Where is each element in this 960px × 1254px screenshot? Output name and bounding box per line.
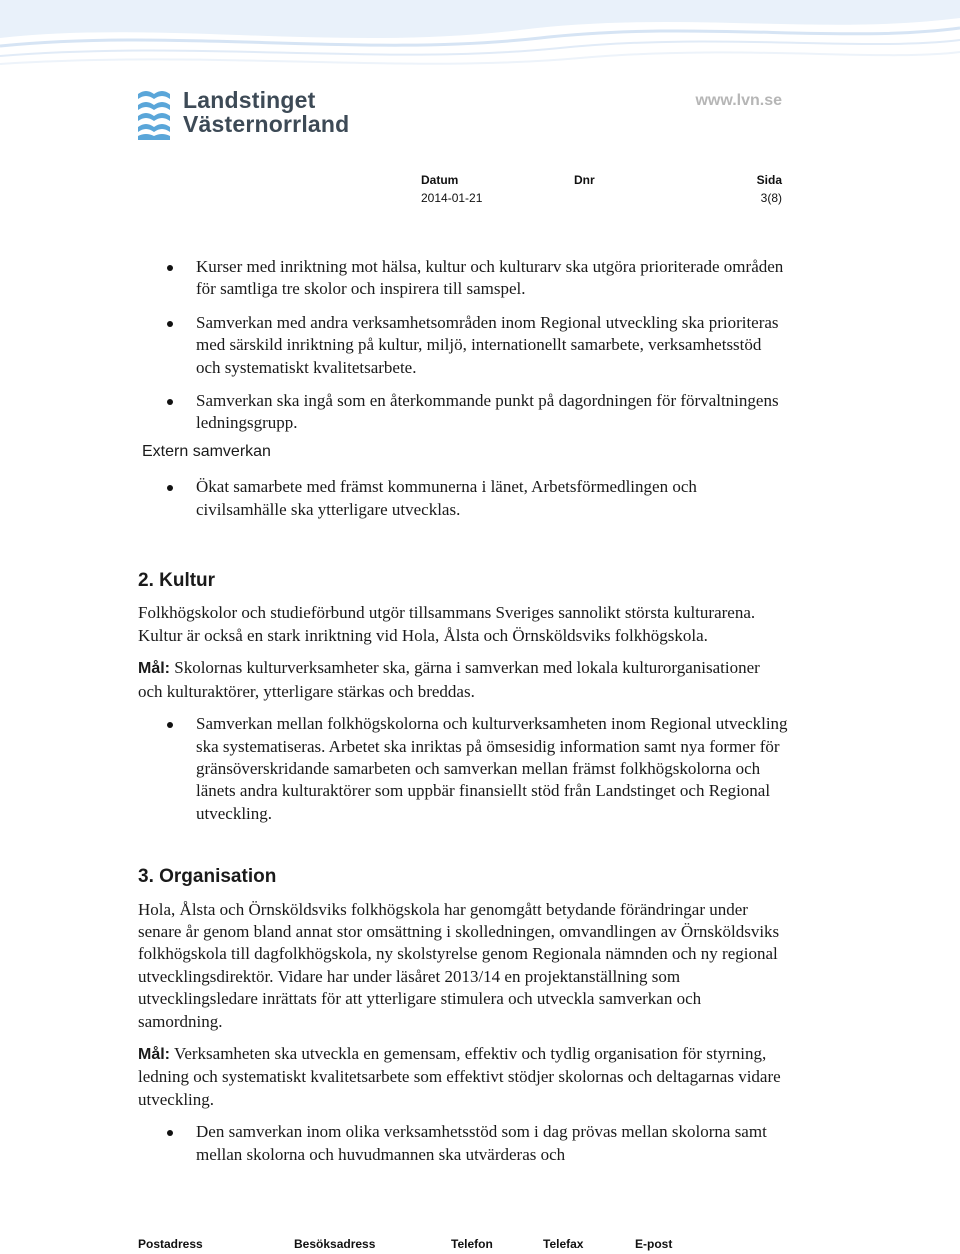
footer-epost: E-post xyxy=(635,1237,673,1251)
kultur-goal-label: Mål: xyxy=(138,660,170,678)
footer-telefax: Telefax xyxy=(543,1237,584,1251)
list-item: Den samverkan inom olika verksamhetsstöd som i dag prövas mellan skolorna samt mellan skolorna och huvudmannen ska utvärderas och xyxy=(138,1121,788,1166)
website-link[interactable]: www.lvn.se xyxy=(695,92,782,109)
list-item: Samverkan mellan folkhögskolorna och kulturverksamheten inom Regional utveckling ska systematiseras. Arbetet ska inriktas på ömsesidig information samt nya former för gränsöverskridande samarbeten och samverkan mellan främst folkhögskolorna och länets andra kulturaktörer som uppbär finansiellt stöd från Landstinget och Regional utveckling. xyxy=(138,713,788,825)
logo-text-line1: Landstinget xyxy=(183,87,316,113)
meta-sida xyxy=(757,171,782,207)
footer-telefon: Telefon xyxy=(451,1237,493,1251)
organisation-bullet-list xyxy=(138,1121,788,1166)
logo-text-line2: Västernorrland xyxy=(183,111,350,137)
organisation-goal-text: Verksamheten ska utveckla en gemensam, effektiv och tydlig organisation för styrning, ledning och systematiskt kvalitetsarbete som effektivt stödjer skolornas och deltagarnas vidare utveckling. xyxy=(138,1043,781,1109)
meta-sida-value: 3(8) xyxy=(760,191,782,205)
organisation-goal xyxy=(138,1043,788,1111)
kultur-goal-text: Skolornas kulturverksamheter ska, gärna i samverkan med lokala kulturorganisationer och kulturaktörer, ytterligare stärkas och breddas. xyxy=(138,658,760,701)
list-item: Ökat samarbete med främst kommunerna i länet, Arbetsförmedlingen och civilsamhälle ska ytterligare utvecklas. xyxy=(138,476,788,521)
meta-sida-label: Sida xyxy=(756,173,782,187)
kultur-goal xyxy=(138,657,788,703)
meta-datum-label: Datum xyxy=(421,173,459,187)
logo-wordmark xyxy=(183,88,349,136)
footer-postadress: Postadress xyxy=(138,1237,203,1251)
meta-datum-value: 2014-01-21 xyxy=(421,191,483,205)
list-item: Kurser med inriktning mot hälsa, kultur och kulturarv ska utgöra prioriterade områden för samtliga tre skolor och inspirera till samspel. xyxy=(138,256,788,301)
meta-dnr-label: Dnr xyxy=(574,173,595,187)
meta-datum xyxy=(421,171,482,207)
kultur-paragraph: Folkhögskolor och studieförbund utgör tillsammans Sveriges sannolikt största kulturarena. Kultur är också en stark inriktning vid Hola, Ålsta och Örnsköldsviks folkhögskola. xyxy=(138,603,756,645)
header-wave-decoration xyxy=(0,0,960,80)
kultur-bullet-list xyxy=(138,713,788,825)
organisation-heading: 3. Organisation xyxy=(138,866,277,888)
list-item: Samverkan med andra verksamhetsområden inom Regional utveckling ska prioriteras med särskild inriktning på kultur, miljö, internationellt samarbete, verksamhetsstöd och systematiskt kvalitetsarbete. xyxy=(138,312,788,379)
kultur-heading: 2. Kultur xyxy=(138,570,216,592)
intern-bullet-list xyxy=(138,256,788,435)
extern-heading: Extern samverkan xyxy=(142,442,271,460)
footer-besoksadress: Besöksadress xyxy=(294,1237,376,1251)
organisation-goal-label: Mål: xyxy=(138,1045,170,1063)
organisation-paragraph: Hola, Ålsta och Örnsköldsviks folkhögskola har genomgått betydande förändringar under senare år genom bland annat stor omsättning i skolledningen, omvandlingen av Örnsköldsviks folkhögskola till dagfolkhögskola, ny skolstyrelse genom Regionala nämnden och ny regional utvecklingsdirektör. Vidare har under läsåret 2013/14 en projektanställning som utvecklingsledare inrättats för att ytterligare stimulera och utveckla samverkan och samordning. xyxy=(138,899,780,1031)
extern-bullet-list xyxy=(138,476,788,521)
meta-dnr xyxy=(574,171,595,189)
document-body xyxy=(138,256,788,1177)
list-item: Samverkan ska ingå som en återkommande punkt på dagordningen för förvaltningens ledningsgrupp. xyxy=(138,390,788,435)
